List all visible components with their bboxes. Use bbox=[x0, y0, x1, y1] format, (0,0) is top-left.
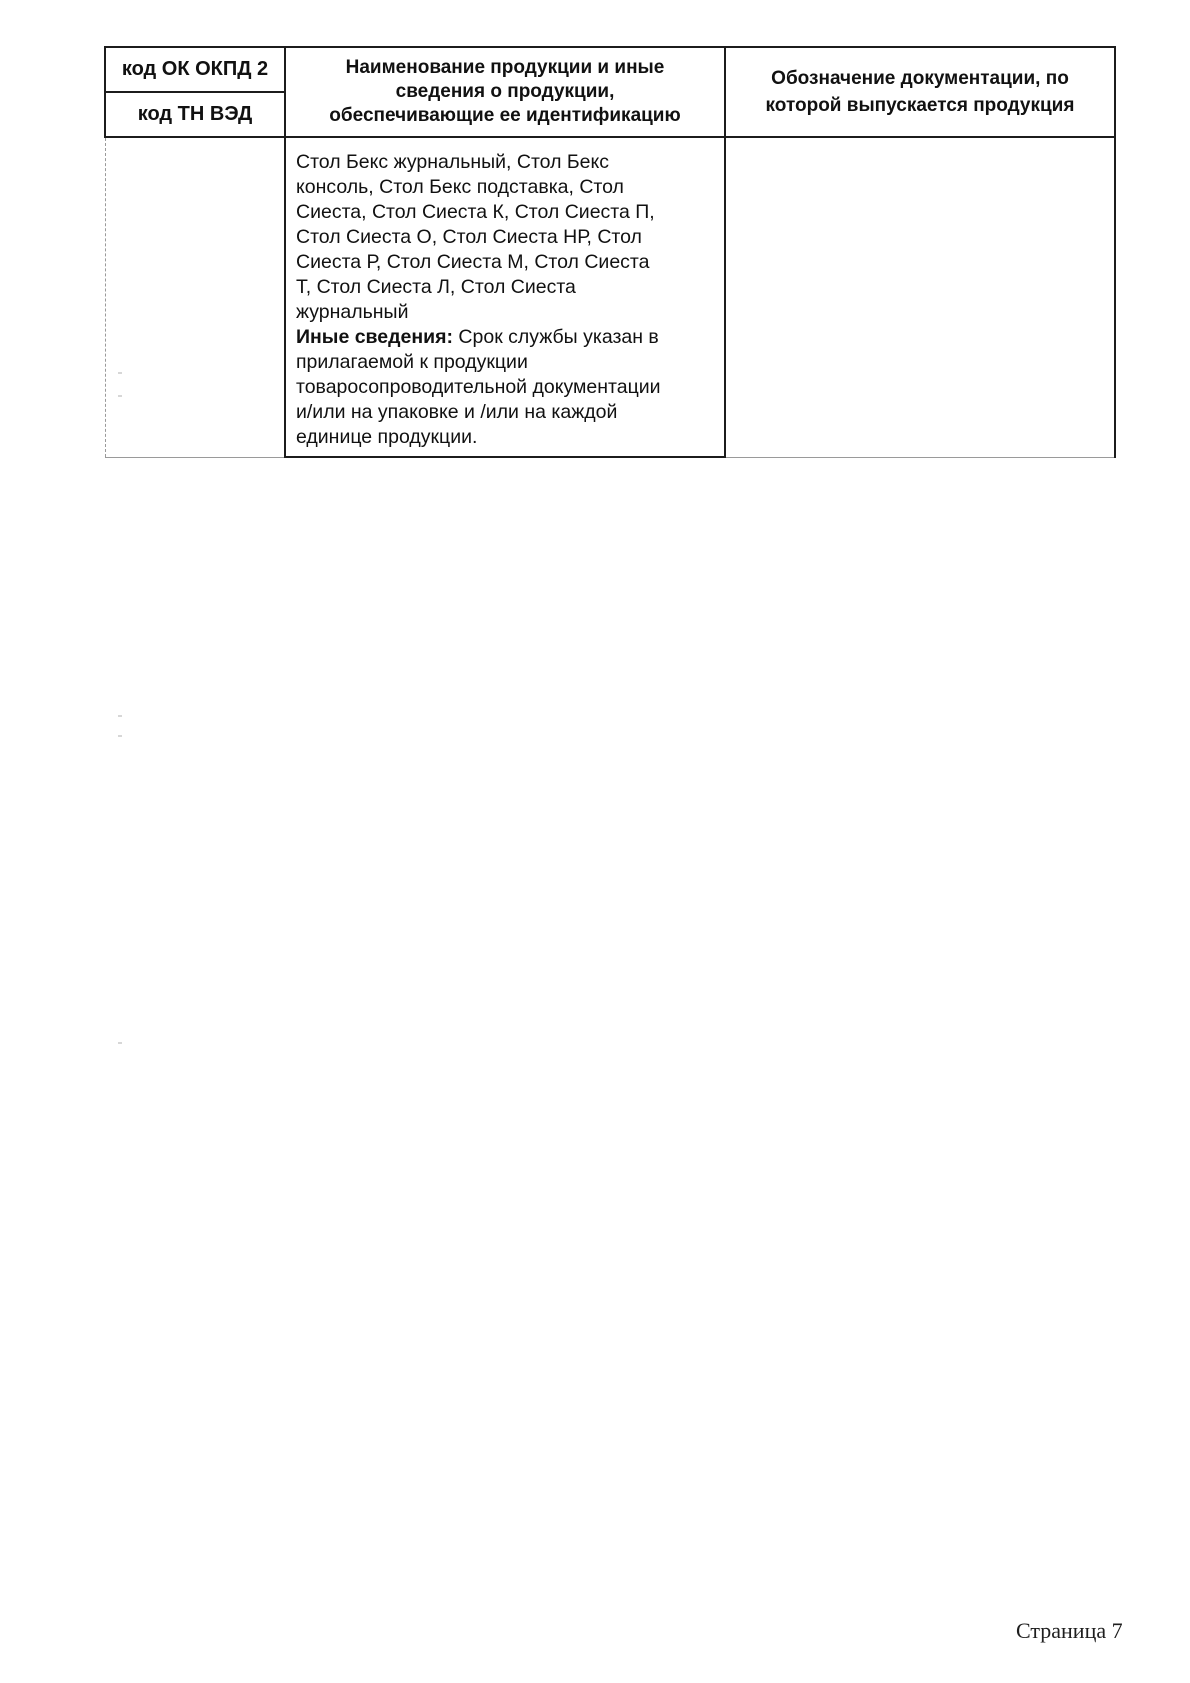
product-line: Стол Сиеста О, Стол Сиеста НР, Стол bbox=[296, 226, 642, 248]
other-info-line: товаросопроводительной документации bbox=[296, 376, 661, 398]
other-info-line: единице продукции. bbox=[296, 426, 478, 448]
product-line: Сиеста, Стол Сиеста К, Стол Сиеста П, bbox=[296, 201, 655, 223]
other-info-line: прилагаемой к продукции bbox=[296, 351, 528, 373]
other-info-text: Срок службы указан в bbox=[458, 326, 659, 348]
header-tnved-code: код ТН ВЭД bbox=[105, 92, 285, 137]
product-line: Стол Бекс журнальный, Стол Бекс bbox=[296, 151, 610, 173]
header-documentation bbox=[725, 47, 1115, 137]
other-info-label: Иные сведения: bbox=[296, 326, 453, 348]
product-line: консоль, Стол Бекс подставка, Стол bbox=[296, 176, 624, 198]
header-product-name-line: Наименование продукции и иные bbox=[345, 57, 665, 78]
cell-documentation bbox=[725, 137, 1115, 457]
scan-artifact bbox=[118, 735, 122, 737]
cell-product-info bbox=[285, 137, 725, 457]
table-row bbox=[105, 137, 1115, 457]
table-header-row bbox=[105, 47, 1115, 92]
header-okpd-code: код ОК ОКПД 2 bbox=[105, 47, 285, 92]
header-product-name-line: обеспечивающие ее идентификацию bbox=[329, 105, 681, 126]
product-line: журнальный bbox=[296, 301, 409, 323]
page-number: Страница 7 bbox=[1016, 1618, 1123, 1643]
product-line: Т, Стол Сиеста Л, Стол Сиеста bbox=[296, 276, 576, 298]
cell-code bbox=[105, 137, 285, 457]
product-table bbox=[104, 46, 1116, 458]
other-info-line: и/или на упаковке и /или на каждой bbox=[296, 401, 618, 423]
product-line: Сиеста Р, Стол Сиеста М, Стол Сиеста bbox=[296, 251, 650, 273]
header-documentation-line: Обозначение документации, по bbox=[771, 68, 1069, 89]
scan-artifact bbox=[118, 715, 122, 717]
scan-artifact bbox=[118, 1042, 122, 1044]
header-documentation-line: которой выпускается продукция bbox=[765, 95, 1075, 116]
header-product-name bbox=[285, 47, 725, 137]
other-info-line bbox=[296, 325, 714, 350]
header-product-name-line: сведения о продукции, bbox=[395, 81, 615, 102]
